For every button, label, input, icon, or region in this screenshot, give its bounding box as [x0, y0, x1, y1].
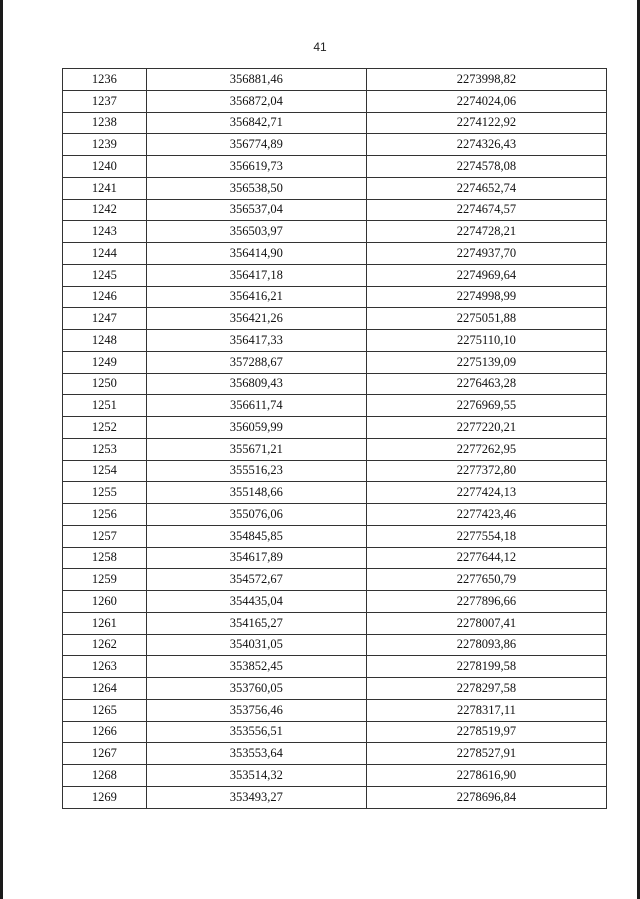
- x-coordinate-cell: 354572,67: [146, 569, 366, 591]
- point-number-cell: 1255: [63, 482, 147, 504]
- point-number-cell: 1243: [63, 221, 147, 243]
- scan-edge-left: [0, 0, 3, 899]
- table-row: [63, 743, 607, 765]
- y-coordinate-cell: 2274998,99: [366, 286, 606, 308]
- x-coordinate-cell: 356809,43: [146, 373, 366, 395]
- point-number-cell: 1253: [63, 438, 147, 460]
- table-row: [63, 569, 607, 591]
- point-number-cell: 1268: [63, 765, 147, 787]
- table-row: [63, 177, 607, 199]
- point-number-cell: 1240: [63, 156, 147, 178]
- y-coordinate-cell: 2277650,79: [366, 569, 606, 591]
- table-row: [63, 308, 607, 330]
- table-row: [63, 90, 607, 112]
- table-row: [63, 438, 607, 460]
- point-number-cell: 1242: [63, 199, 147, 221]
- y-coordinate-cell: 2278093,86: [366, 634, 606, 656]
- table-row: [63, 634, 607, 656]
- table-row: [63, 525, 607, 547]
- x-coordinate-cell: 356416,21: [146, 286, 366, 308]
- y-coordinate-cell: 2278007,41: [366, 612, 606, 634]
- table-row: [63, 504, 607, 526]
- x-coordinate-cell: 353493,27: [146, 786, 366, 808]
- y-coordinate-cell: 2277372,80: [366, 460, 606, 482]
- y-coordinate-cell: 2277220,21: [366, 417, 606, 439]
- x-coordinate-cell: 353514,32: [146, 765, 366, 787]
- table-row: [63, 721, 607, 743]
- table-row: [63, 699, 607, 721]
- table-row: [63, 286, 607, 308]
- table-row: [63, 156, 607, 178]
- x-coordinate-cell: 355076,06: [146, 504, 366, 526]
- table-row: [63, 264, 607, 286]
- point-number-cell: 1263: [63, 656, 147, 678]
- point-number-cell: 1265: [63, 699, 147, 721]
- y-coordinate-cell: 2278199,58: [366, 656, 606, 678]
- table-row: [63, 612, 607, 634]
- x-coordinate-cell: 356421,26: [146, 308, 366, 330]
- y-coordinate-cell: 2276969,55: [366, 395, 606, 417]
- y-coordinate-cell: 2277262,95: [366, 438, 606, 460]
- table-row: [63, 460, 607, 482]
- x-coordinate-cell: 357288,67: [146, 351, 366, 373]
- point-number-cell: 1266: [63, 721, 147, 743]
- point-number-cell: 1250: [63, 373, 147, 395]
- x-coordinate-cell: 356611,74: [146, 395, 366, 417]
- x-coordinate-cell: 353760,05: [146, 678, 366, 700]
- y-coordinate-cell: 2278317,11: [366, 699, 606, 721]
- page-number: 41: [313, 40, 327, 54]
- table-row: [63, 678, 607, 700]
- y-coordinate-cell: 2274652,74: [366, 177, 606, 199]
- table-row: [63, 591, 607, 613]
- point-number-cell: 1264: [63, 678, 147, 700]
- y-coordinate-cell: 2274728,21: [366, 221, 606, 243]
- x-coordinate-cell: 353852,45: [146, 656, 366, 678]
- x-coordinate-cell: 356619,73: [146, 156, 366, 178]
- point-number-cell: 1246: [63, 286, 147, 308]
- y-coordinate-cell: 2277423,46: [366, 504, 606, 526]
- x-coordinate-cell: 354435,04: [146, 591, 366, 613]
- point-number-cell: 1244: [63, 243, 147, 265]
- x-coordinate-cell: 354165,27: [146, 612, 366, 634]
- point-number-cell: 1257: [63, 525, 147, 547]
- x-coordinate-cell: 356872,04: [146, 90, 366, 112]
- table-row: [63, 417, 607, 439]
- point-number-cell: 1245: [63, 264, 147, 286]
- table-row: [63, 221, 607, 243]
- x-coordinate-cell: 356503,97: [146, 221, 366, 243]
- y-coordinate-cell: 2277644,12: [366, 547, 606, 569]
- y-coordinate-cell: 2277424,13: [366, 482, 606, 504]
- y-coordinate-cell: 2275051,88: [366, 308, 606, 330]
- x-coordinate-cell: 356417,18: [146, 264, 366, 286]
- point-number-cell: 1237: [63, 90, 147, 112]
- y-coordinate-cell: 2277896,66: [366, 591, 606, 613]
- point-number-cell: 1241: [63, 177, 147, 199]
- y-coordinate-cell: 2278297,58: [366, 678, 606, 700]
- table-row: [63, 395, 607, 417]
- table-row: [63, 547, 607, 569]
- x-coordinate-cell: 356881,46: [146, 69, 366, 91]
- point-number-cell: 1256: [63, 504, 147, 526]
- y-coordinate-cell: 2275139,09: [366, 351, 606, 373]
- x-coordinate-cell: 353553,64: [146, 743, 366, 765]
- table-row: [63, 134, 607, 156]
- x-coordinate-cell: 356414,90: [146, 243, 366, 265]
- table-row: [63, 199, 607, 221]
- y-coordinate-cell: 2278696,84: [366, 786, 606, 808]
- coordinates-table: [62, 68, 607, 809]
- y-coordinate-cell: 2274674,57: [366, 199, 606, 221]
- x-coordinate-cell: 353556,51: [146, 721, 366, 743]
- point-number-cell: 1248: [63, 330, 147, 352]
- coordinates-table-body: [63, 69, 607, 809]
- y-coordinate-cell: 2274024,06: [366, 90, 606, 112]
- y-coordinate-cell: 2274578,08: [366, 156, 606, 178]
- table-row: [63, 330, 607, 352]
- y-coordinate-cell: 2274326,43: [366, 134, 606, 156]
- y-coordinate-cell: 2278616,90: [366, 765, 606, 787]
- point-number-cell: 1249: [63, 351, 147, 373]
- x-coordinate-cell: 355148,66: [146, 482, 366, 504]
- x-coordinate-cell: 355516,23: [146, 460, 366, 482]
- point-number-cell: 1267: [63, 743, 147, 765]
- y-coordinate-cell: 2273998,82: [366, 69, 606, 91]
- table-row: [63, 373, 607, 395]
- table-row: [63, 243, 607, 265]
- x-coordinate-cell: 355671,21: [146, 438, 366, 460]
- y-coordinate-cell: 2278519,97: [366, 721, 606, 743]
- y-coordinate-cell: 2275110,10: [366, 330, 606, 352]
- y-coordinate-cell: 2276463,28: [366, 373, 606, 395]
- point-number-cell: 1269: [63, 786, 147, 808]
- x-coordinate-cell: 354031,05: [146, 634, 366, 656]
- table-row: [63, 482, 607, 504]
- point-number-cell: 1254: [63, 460, 147, 482]
- x-coordinate-cell: 356537,04: [146, 199, 366, 221]
- y-coordinate-cell: 2274969,64: [366, 264, 606, 286]
- table-row: [63, 112, 607, 134]
- x-coordinate-cell: 356417,33: [146, 330, 366, 352]
- x-coordinate-cell: 356538,50: [146, 177, 366, 199]
- y-coordinate-cell: 2274937,70: [366, 243, 606, 265]
- y-coordinate-cell: 2274122,92: [366, 112, 606, 134]
- x-coordinate-cell: 354845,85: [146, 525, 366, 547]
- table-row: [63, 351, 607, 373]
- x-coordinate-cell: 354617,89: [146, 547, 366, 569]
- x-coordinate-cell: 356059,99: [146, 417, 366, 439]
- table-row: [63, 786, 607, 808]
- point-number-cell: 1260: [63, 591, 147, 613]
- x-coordinate-cell: 353756,46: [146, 699, 366, 721]
- point-number-cell: 1258: [63, 547, 147, 569]
- point-number-cell: 1259: [63, 569, 147, 591]
- table-row: [63, 656, 607, 678]
- point-number-cell: 1251: [63, 395, 147, 417]
- x-coordinate-cell: 356774,89: [146, 134, 366, 156]
- y-coordinate-cell: 2278527,91: [366, 743, 606, 765]
- point-number-cell: 1262: [63, 634, 147, 656]
- table-row: [63, 765, 607, 787]
- point-number-cell: 1247: [63, 308, 147, 330]
- y-coordinate-cell: 2277554,18: [366, 525, 606, 547]
- table-row: [63, 69, 607, 91]
- point-number-cell: 1261: [63, 612, 147, 634]
- point-number-cell: 1239: [63, 134, 147, 156]
- point-number-cell: 1238: [63, 112, 147, 134]
- x-coordinate-cell: 356842,71: [146, 112, 366, 134]
- point-number-cell: 1252: [63, 417, 147, 439]
- point-number-cell: 1236: [63, 69, 147, 91]
